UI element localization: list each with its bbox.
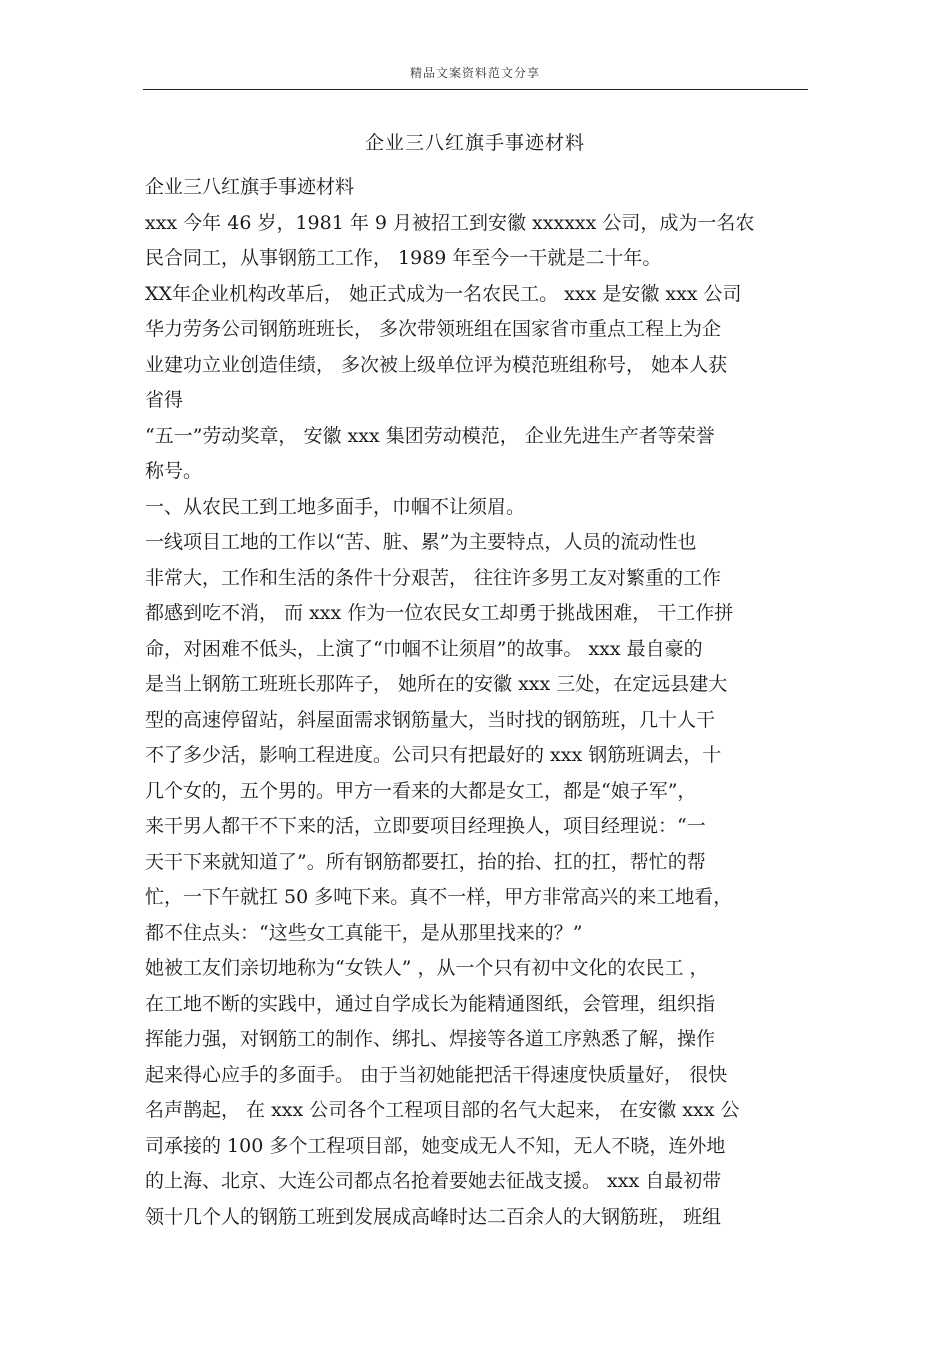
body-line: 业建功立业创造佳绩， 多次被上级单位评为模范班组称号， 她本人获	[145, 353, 728, 376]
body-line: 是当上钢筋工班班长那阵子， 她所在的安徽 xxx 三处，在定远县建大	[145, 673, 728, 695]
body-line: 的上海、北京、大连公司都点名抢着要她去征战支援。 xxx 自最初带	[145, 1170, 722, 1192]
body-line: 起来得心应手的多面手。 由于当初她能把活干得速度快质量好， 很快	[145, 1063, 728, 1086]
body-line: 她被工友们亲切地称为“女铁人” ，从一个只有初中文化的农民工 ，	[145, 957, 709, 979]
document-title: 企业三八红旗手事迹材料	[364, 132, 585, 154]
body-line: XX年企业机构改革后， 她正式成为一名农民工。 xxx 是安徽 xxx 公司	[145, 282, 742, 305]
body-line: 省得	[145, 389, 184, 411]
body-line: 天干下来就知道了”。所有钢筋都要扛，抬的抬、扛的扛，帮忙的帮	[145, 850, 706, 873]
body-line: 来干男人都干不下来的活，立即要项目经理换人，项目经理说：“一	[145, 815, 706, 837]
section-heading: 一、从农民工到工地多面手，巾帼不让须眉。	[145, 495, 526, 518]
body-line: 命，对困难不低头，上演了“巾帼不让须眉”的故事。 xxx 最自豪的	[145, 637, 703, 660]
body-line: 在工地不断的实践中，通过自学成长为能精通图纸，会管理，组织指	[145, 992, 716, 1015]
body-line: 民合同工，从事钢筋工工作， 1989 年至今一干就是二十年。	[145, 247, 662, 269]
body-line: 一线项目工地的工作以“苦、脏、累”为主要特点，人员的流动性也	[145, 531, 697, 553]
body-line: 不了多少活，影响工程进度。公司只有把最好的 xxx 钢筋班调去，十	[145, 744, 722, 766]
body-line: 企业三八红旗手事迹材料	[145, 176, 355, 198]
body-line: 型的高速停留站，斜屋面需求钢筋量大，当时找的钢筋班，几十人干	[145, 708, 716, 731]
body-line: xxx 今年 46 岁，1981 年 9 月被招工到安徽 xxxxxx 公司，成为一名农	[145, 211, 755, 234]
body-line: “五一”劳动奖章， 安徽 xxx 集团劳动模范， 企业先进生产者等荣誉	[145, 424, 715, 447]
body-line: 挥能力强，对钢筋工的制作、绑扎、焊接等各道工序熟悉了解，操作	[145, 1028, 716, 1050]
header-divider	[143, 89, 808, 90]
document-body	[145, 170, 810, 1235]
body-line: 司承接的 100 多个工程项目部，她变成无人不知，无人不晓，连外地	[145, 1134, 726, 1157]
body-line: 都感到吃不消， 而 xxx 作为一位农民女工却勇于挑战困难， 干工作拼	[145, 602, 734, 624]
body-line: 称号。	[145, 460, 203, 482]
body-line: 领十几个人的钢筋工班到发展成高峰时达二百余人的大钢筋班， 班组	[145, 1205, 722, 1228]
body-line: 华力劳务公司钢筋班班长， 多次带领班组在国家省市重点工程上为企	[145, 318, 722, 340]
body-line: 都不住点头：“这些女工真能干，是从那里找来的？”	[145, 921, 583, 944]
body-line: 忙，一下午就扛 50 多吨下来。真不一样，甲方非常高兴的来工地看，	[145, 886, 733, 908]
body-line: 名声鹊起， 在 xxx 公司各个工程项目部的名气大起来， 在安徽 xxx 公	[145, 1099, 740, 1121]
body-line: 非常大，工作和生活的条件十分艰苦， 往往许多男工友对繁重的工作	[145, 566, 722, 589]
body-line: 几个女的，五个男的。甲方一看来的大都是女工，都是“娘子军”，	[145, 779, 697, 802]
running-header: 精品文案资料范文分享	[409, 66, 540, 80]
